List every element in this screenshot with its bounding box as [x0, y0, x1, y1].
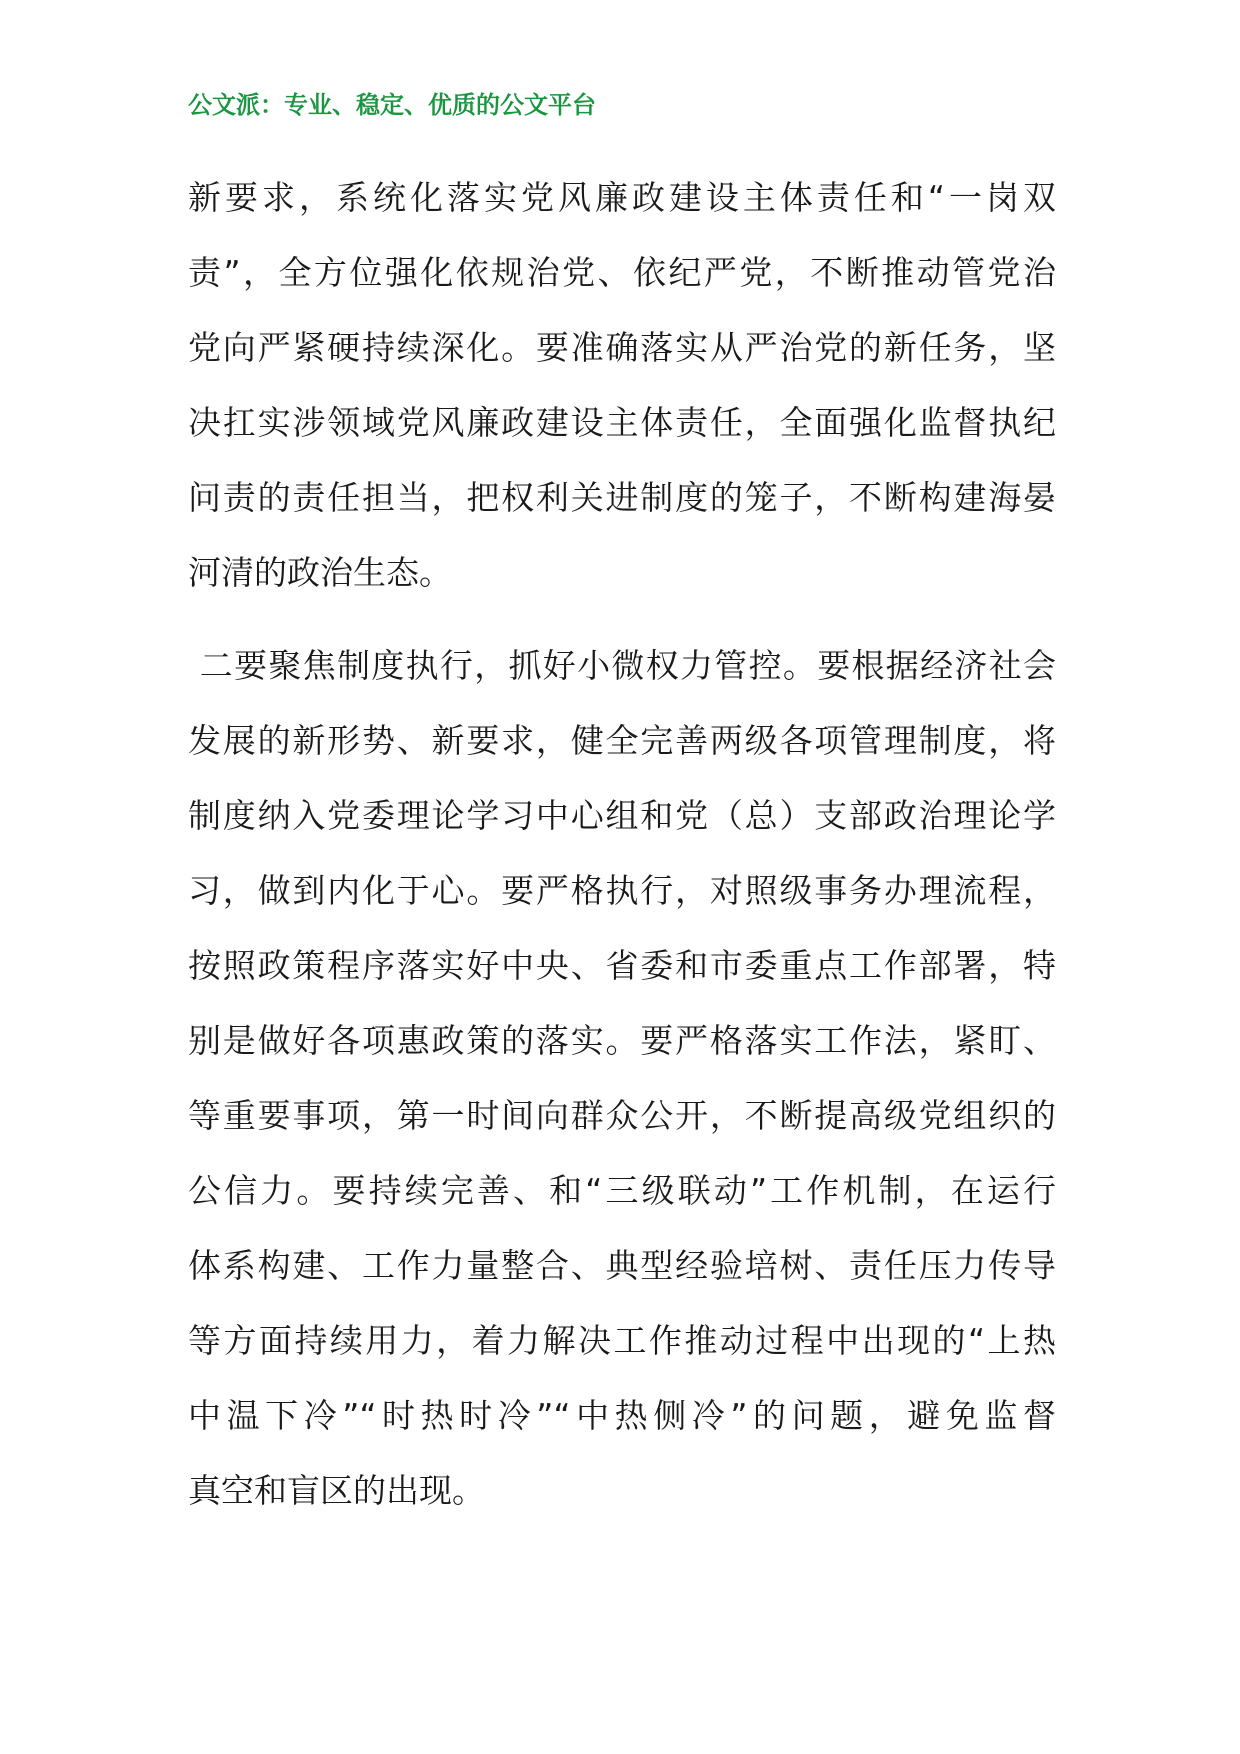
- text-line: 按照政策程序落实好中央、省委和市委重点工作部署，特: [188, 946, 1056, 985]
- paragraph-2: [188, 628, 1056, 1528]
- text-line: 等重要事项，第一时间向群众公开，不断提高级党组织的: [188, 1096, 1056, 1135]
- text-line: 中温下冷”“时热时冷”“中热侧冷”的问题，避免监督: [188, 1396, 1056, 1435]
- text-line: 责”，全方位强化依规治党、依纪严党，不断推动管党治: [188, 253, 1056, 292]
- text-line: 别是做好各项惠政策的落实。要严格落实工作法，紧盯、: [188, 1021, 1056, 1060]
- text-line: 河清的政治生态。: [188, 553, 452, 592]
- text-line: 决扛实涉领域党风廉政建设主体责任，全面强化监督执纪: [188, 403, 1056, 442]
- text-line: 制度纳入党委理论学习中心组和党（总）支部政治理论学: [188, 796, 1056, 835]
- header-title: 公文派：专业、稳定、优质的公文平台: [188, 91, 596, 119]
- text-line: 新要求，系统化落实党风廉政建设主体责任和“一岗双: [188, 178, 1056, 217]
- text-line: 党向严紧硬持续深化。要准确落实从严治党的新任务，坚: [188, 328, 1056, 367]
- text-line: 问责的责任担当，把权利关进制度的笼子，不断构建海晏: [188, 478, 1056, 517]
- text-line: 体系构建、工作力量整合、典型经验培树、责任压力传导: [188, 1246, 1056, 1285]
- text-line: 等方面持续用力，着力解决工作推动过程中出现的“上热: [188, 1321, 1056, 1360]
- text-line: 二要聚焦制度执行，抓好小微权力管控。要根据经济社会: [188, 646, 1056, 685]
- text-line: 发展的新形势、新要求，健全完善两级各项管理制度，将: [188, 721, 1056, 760]
- paragraph-1: [188, 160, 1056, 610]
- text-line: 习，做到内化于心。要严格执行，对照级事务办理流程，: [188, 871, 1056, 910]
- text-line: 公信力。要持续完善、和“三级联动”工作机制，在运行: [188, 1171, 1056, 1210]
- text-line: 真空和盲区的出现。: [188, 1471, 485, 1510]
